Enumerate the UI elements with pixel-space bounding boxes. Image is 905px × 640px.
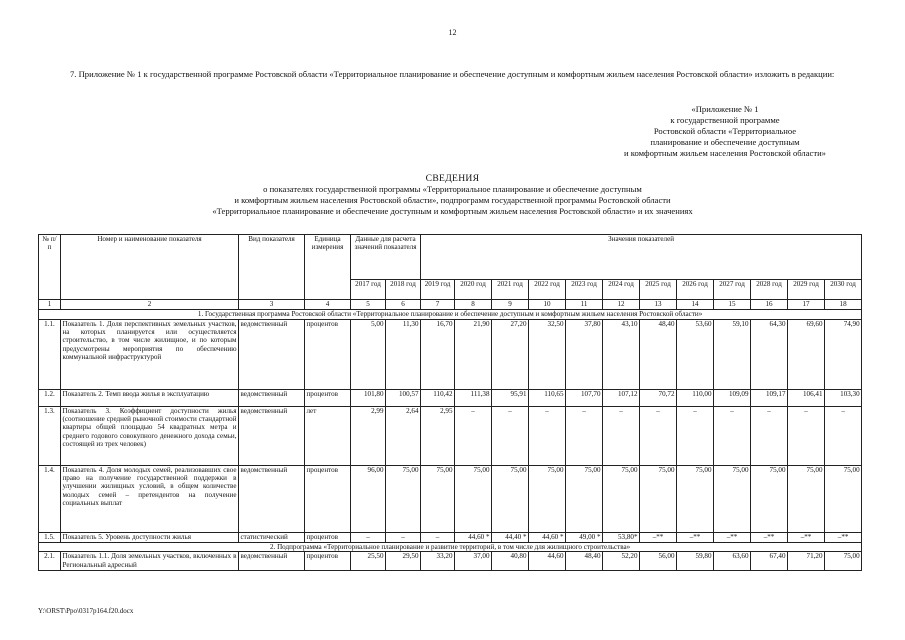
indicator-kind: ведомственный: [239, 406, 305, 465]
indicator-value: –: [751, 406, 788, 465]
indicator-value: 75,00: [714, 465, 751, 532]
indicator-value: –**: [751, 532, 788, 542]
year-header: 2025 год: [640, 280, 677, 300]
indicator-value: 44,40 *: [492, 532, 529, 542]
indicator-value: –: [529, 406, 566, 465]
indicator-kind: ведомственный: [239, 319, 305, 389]
indicator-value: 11,30: [386, 319, 421, 389]
indicator-value: 59,80: [677, 552, 714, 571]
section-title: 1. Государственная программа Ростовской области «Территориальное планирование и обеспечение доступным и комфортным жильем населения Ростовской области»: [39, 310, 862, 320]
indicator-value: –: [714, 406, 751, 465]
indicator-value: 100,57: [386, 389, 421, 406]
indicator-value: 67,40: [751, 552, 788, 571]
section-row: [39, 310, 862, 320]
row-number: 1.3.: [39, 406, 61, 465]
indicator-value: –: [788, 406, 825, 465]
header-unit: Единица измерения: [305, 235, 351, 300]
indicator-unit: процентов: [305, 319, 351, 389]
table-row: [39, 319, 862, 389]
indicator-value: 21,90: [455, 319, 492, 389]
column-number: 6: [386, 300, 421, 310]
column-number: 13: [640, 300, 677, 310]
indicator-value: 107,70: [566, 389, 603, 406]
indicator-name: Показатель 1.1. Доля земельных участков, включенных в Региональный адресный: [61, 552, 239, 571]
indicator-name: Показатель 2. Темп ввода жилья в эксплуатацию: [61, 389, 239, 406]
indicator-value: 64,30: [751, 319, 788, 389]
row-number: 1.2.: [39, 389, 61, 406]
indicator-value: 75,00: [421, 465, 455, 532]
page-number: 12: [448, 28, 457, 37]
column-numbers-row: [39, 300, 862, 310]
year-header: 2023 год: [566, 280, 603, 300]
annex-line: Ростовской области «Территориальное: [653, 126, 797, 136]
indicator-unit: процентов: [305, 552, 351, 571]
intro-paragraph: 7. Приложение № 1 к государственной программе Ростовской области «Территориальное планирование и обеспечение доступным и комфортным жильем населения Ростовской области» изложить в редакции:: [70, 69, 835, 79]
indicator-value: 103,30: [825, 389, 862, 406]
column-number: 2: [61, 300, 239, 310]
indicator-value: 101,80: [351, 389, 386, 406]
indicator-value: 75,00: [492, 465, 529, 532]
year-header: 2017 год: [351, 280, 386, 300]
indicator-value: 106,41: [788, 389, 825, 406]
indicator-value: –: [677, 406, 714, 465]
indicator-value: 44,60 *: [455, 532, 492, 542]
column-number: 8: [455, 300, 492, 310]
indicator-unit: лет: [305, 406, 351, 465]
indicator-value: –**: [640, 532, 677, 542]
indicator-value: 63,60: [714, 552, 751, 571]
table-body: [39, 300, 862, 571]
year-header: 2019 год: [421, 280, 455, 300]
title-line: о показателях государственной программы «Территориальное планирование и обеспечение доступным: [263, 184, 642, 194]
column-number: 18: [825, 300, 862, 310]
indicator-kind: ведомственный: [239, 389, 305, 406]
indicators-table: [38, 234, 862, 571]
header-name: Номер и наименование показателя: [61, 235, 239, 300]
indicator-value: 16,70: [421, 319, 455, 389]
indicator-value: 29,50: [386, 552, 421, 571]
indicator-value: –**: [825, 532, 862, 542]
indicator-value: 5,00: [351, 319, 386, 389]
indicator-value: –: [386, 532, 421, 542]
header-values: Значения показателей: [421, 235, 862, 280]
indicator-value: 27,20: [492, 319, 529, 389]
indicator-value: 75,00: [788, 465, 825, 532]
table-row: [39, 465, 862, 532]
indicator-value: 75,00: [566, 465, 603, 532]
year-header: 2027 год: [714, 280, 751, 300]
header-base-data: Данные для расчета значений показателя: [351, 235, 421, 280]
indicator-kind: статистический: [239, 532, 305, 542]
indicator-value: 25,50: [351, 552, 386, 571]
indicator-value: 53,60: [677, 319, 714, 389]
indicator-value: –: [351, 532, 386, 542]
row-number: 1.1.: [39, 319, 61, 389]
title-heading: СВЕДЕНИЯ: [425, 173, 480, 184]
indicator-value: 2,99: [351, 406, 386, 465]
indicator-value: 44,60: [529, 552, 566, 571]
indicator-value: 96,00: [351, 465, 386, 532]
column-number: 9: [492, 300, 529, 310]
indicator-value: 75,00: [751, 465, 788, 532]
year-header: 2029 год: [788, 280, 825, 300]
indicator-value: 69,60: [788, 319, 825, 389]
document-title: [0, 173, 905, 217]
indicator-value: 32,50: [529, 319, 566, 389]
column-number: 7: [421, 300, 455, 310]
row-number: 2.1.: [39, 552, 61, 571]
indicator-value: –: [566, 406, 603, 465]
indicator-value: 33,20: [421, 552, 455, 571]
column-number: 11: [566, 300, 603, 310]
indicator-value: 43,10: [603, 319, 640, 389]
column-number: 16: [751, 300, 788, 310]
year-header: 2020 год: [455, 280, 492, 300]
year-header: 2022 год: [529, 280, 566, 300]
table-row: [39, 532, 862, 542]
annex-line: «Приложение № 1: [691, 104, 759, 114]
indicator-value: 75,00: [529, 465, 566, 532]
indicator-name: Показатель 3. Коэффициент доступности жилья (соотношение средней рыночной стоимости стандартной квартиры общей площадью 54 квадратных метра и среднего годового совокупного денежного дохода семьи, состоящей из трех человек): [61, 406, 239, 465]
section-row: [39, 542, 862, 552]
indicator-value: 75,00: [825, 465, 862, 532]
year-header: 2028 год: [751, 280, 788, 300]
indicator-value: –: [825, 406, 862, 465]
table-row: [39, 389, 862, 406]
title-line: и комфортным жильем населения Ростовской области», подпрограмм государственной программы Ростовской области: [234, 195, 671, 205]
column-number: 14: [677, 300, 714, 310]
table-row: [39, 406, 862, 465]
header-no: № п/п: [39, 235, 61, 300]
indicator-value: 56,00: [640, 552, 677, 571]
year-header: 2026 год: [677, 280, 714, 300]
indicator-value: 52,20: [603, 552, 640, 571]
column-number: 12: [603, 300, 640, 310]
section-title: 2. Подпрограмма «Территориальное планирование и развитие территорий, в том числе для жилищного строительства»: [39, 542, 862, 552]
indicator-value: 75,00: [825, 552, 862, 571]
indicator-value: 48,40: [640, 319, 677, 389]
indicator-name: Показатель 1. Доля перспективных земельных участков, на которых планируется или осуществляется строительство, в том числе жилищное, и по которым предусмотрены мероприятия по обеспечению коммунальной инфраструктурой: [61, 319, 239, 389]
indicator-value: 49,00 *: [566, 532, 603, 542]
indicator-value: 110,00: [677, 389, 714, 406]
year-header: 2024 год: [603, 280, 640, 300]
indicator-value: 75,00: [640, 465, 677, 532]
indicator-kind: ведомственный: [239, 465, 305, 532]
indicator-value: 2,64: [386, 406, 421, 465]
indicator-value: 71,20: [788, 552, 825, 571]
year-header: 2021 год: [492, 280, 529, 300]
indicator-value: 95,91: [492, 389, 529, 406]
indicator-kind: ведомственный: [239, 552, 305, 571]
indicator-value: 111,38: [455, 389, 492, 406]
indicator-value: 2,95: [421, 406, 455, 465]
indicator-value: 53,80*: [603, 532, 640, 542]
title-line: «Территориальное планирование и обеспечение доступным и комфортным жильем населения Ростовской области» и их значениях: [212, 206, 693, 216]
indicator-value: 70,72: [640, 389, 677, 406]
annex-line: планирование и обеспечение доступным: [650, 137, 800, 147]
indicator-unit: процентов: [305, 465, 351, 532]
column-number: 3: [239, 300, 305, 310]
header-kind: Вид показателя: [239, 235, 305, 300]
indicator-unit: процентов: [305, 532, 351, 542]
column-number: 4: [305, 300, 351, 310]
annex-reference: [560, 104, 890, 159]
year-header: 2030 год: [825, 280, 862, 300]
column-number: 17: [788, 300, 825, 310]
indicator-value: 74,90: [825, 319, 862, 389]
indicator-value: 37,80: [566, 319, 603, 389]
indicator-value: –: [455, 406, 492, 465]
row-number: 1.5.: [39, 532, 61, 542]
table-row: [39, 552, 862, 571]
indicator-value: –**: [788, 532, 825, 542]
indicator-value: 48,40: [566, 552, 603, 571]
indicator-value: 37,00: [455, 552, 492, 571]
indicator-value: –**: [714, 532, 751, 542]
annex-line: и комфортным жильем населения Ростовской области»: [624, 148, 826, 158]
indicator-value: 109,17: [751, 389, 788, 406]
indicator-value: 110,42: [421, 389, 455, 406]
column-number: 5: [351, 300, 386, 310]
file-path: Y:\ORST\Ppo\0317p164.f20.docx: [38, 607, 134, 615]
indicator-value: 107,12: [603, 389, 640, 406]
indicator-value: 109,09: [714, 389, 751, 406]
indicator-value: 110,65: [529, 389, 566, 406]
indicator-value: –: [421, 532, 455, 542]
indicator-name: Показатель 5. Уровень доступности жилья: [61, 532, 239, 542]
indicator-value: 75,00: [603, 465, 640, 532]
indicator-value: –: [492, 406, 529, 465]
indicator-value: –: [603, 406, 640, 465]
row-number: 1.4.: [39, 465, 61, 532]
indicator-value: 75,00: [677, 465, 714, 532]
indicator-value: 75,00: [386, 465, 421, 532]
column-number: 1: [39, 300, 61, 310]
column-number: 15: [714, 300, 751, 310]
annex-line: к государственной программе: [670, 115, 780, 125]
indicator-value: 44,60 *: [529, 532, 566, 542]
indicator-value: 75,00: [455, 465, 492, 532]
indicator-value: –: [640, 406, 677, 465]
column-number: 10: [529, 300, 566, 310]
indicator-unit: процентов: [305, 389, 351, 406]
indicator-value: 59,10: [714, 319, 751, 389]
indicator-value: –**: [677, 532, 714, 542]
indicator-value: 40,80: [492, 552, 529, 571]
year-header: 2018 год: [386, 280, 421, 300]
indicator-name: Показатель 4. Доля молодых семей, реализовавших свое право на получение государственной поддержки в улучшении жилищных условий, в общем количестве молодых семей – претендентов на получение социальных выплат: [61, 465, 239, 532]
